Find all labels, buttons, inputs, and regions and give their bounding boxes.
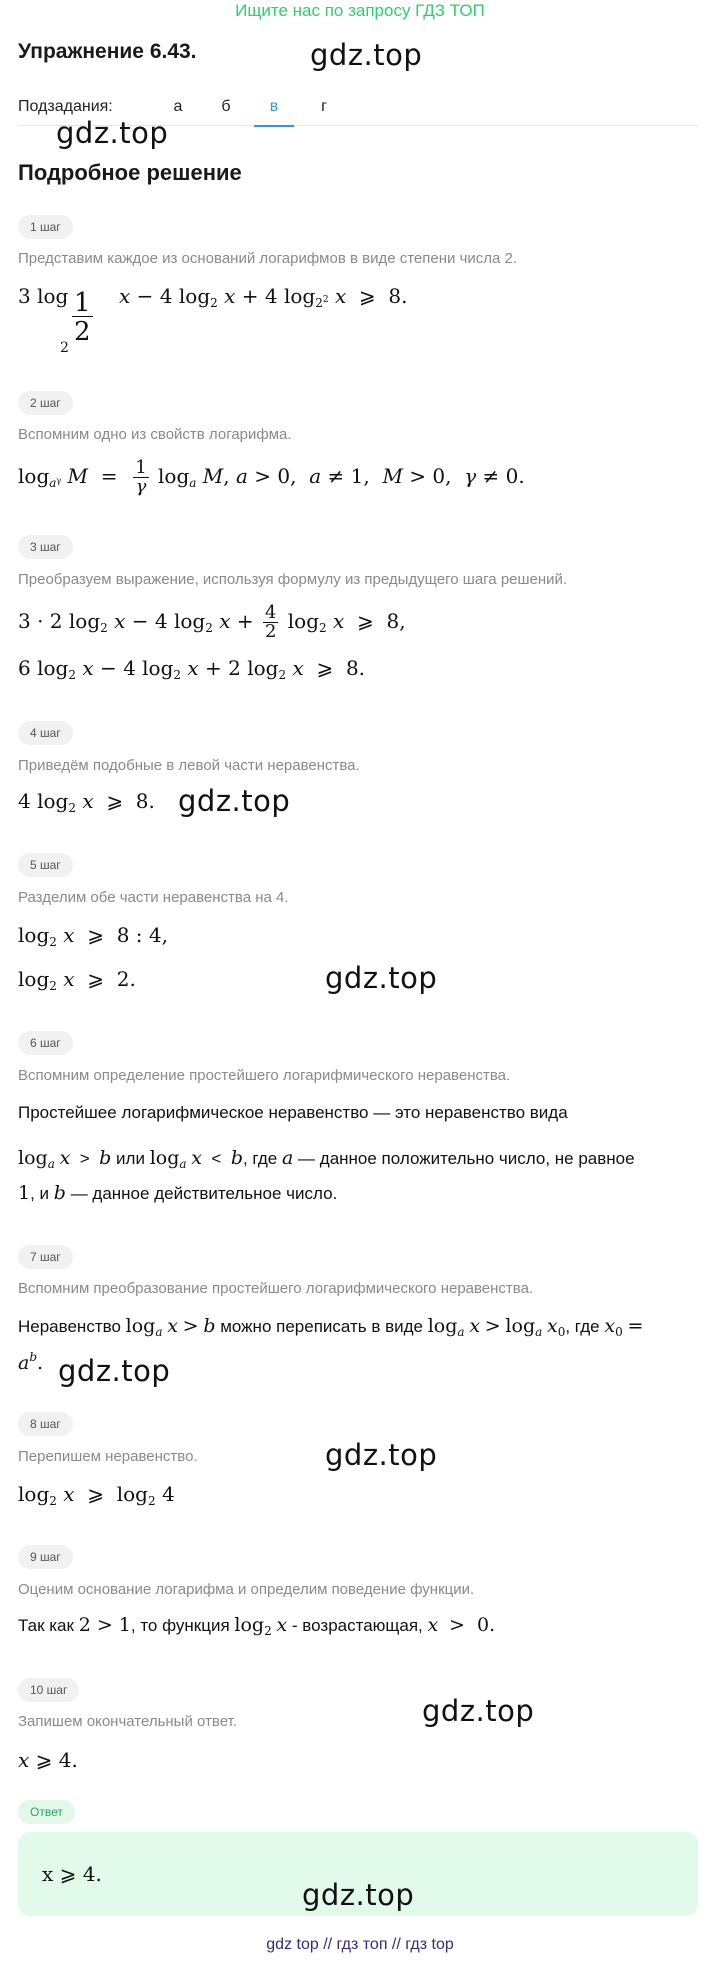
step1-base-sub: 2 <box>60 340 69 356</box>
step-note: Вспомним определение простейшего логарифмического неравенства. <box>18 1067 511 1084</box>
step8-formula: $\log_2 x$ ⩾ $\log_2 4$ <box>18 1482 175 1508</box>
step-note: Представим каждое из оснований логарифмов в виде степени числа 2. <box>18 250 518 267</box>
step7-text: Неравенство $\log_a x > b$ можно переписать в виде $\log_a x > \log_a x_0$, где $x_0$ = <box>18 1315 644 1339</box>
exercise-title: Упражнение 6.43. <box>18 40 197 63</box>
step-note: Перепишем неравенство. <box>18 1448 198 1465</box>
footer-links[interactable]: gdz top // гдз топ // гдз top <box>266 1936 454 1953</box>
watermark: gdz.top <box>56 116 169 150</box>
step-badge: 8 шаг <box>18 1412 73 1436</box>
step-badge: 7 шаг <box>18 1245 73 1269</box>
step-badge: 5 шаг <box>18 853 73 877</box>
watermark: gdz.top <box>422 1694 535 1728</box>
answer-value: x ⩾ 4. <box>42 1862 102 1886</box>
watermark: gdz.top <box>58 1354 171 1388</box>
step5-formula-2: $\log_2 x$ ⩾ 2. <box>18 967 136 993</box>
step6-definition-formula: $\log_a x > b$ или $\log_a x < b$, где a — данное положительно число, не равное <box>18 1147 635 1171</box>
step10-formula: x ⩾ 4. <box>18 1748 78 1772</box>
step1-base-frac: 1 2 <box>74 288 91 347</box>
step-note: Вспомним преобразование простейшего логарифмического неравенства. <box>18 1280 534 1297</box>
step1-formula: 3 log x − 4 $\log_2 x + 4$ $\log_{2^2} x$ ⩾ 8. <box>18 284 408 310</box>
step-note: Разделим обе части неравенства на 4. <box>18 889 289 906</box>
watermark: gdz.top <box>310 38 423 72</box>
step-badge: 10 шаг <box>18 1678 79 1702</box>
step-badge: 6 шаг <box>18 1031 73 1055</box>
step-note: Оценим основание логарифма и определим поведение функции. <box>18 1581 475 1598</box>
step5-formula-1: $\log_2 x$ ⩾ 8 : 4, <box>18 923 168 949</box>
step-badge: 1 шаг <box>18 215 73 239</box>
subtask-tab-b[interactable]: б <box>221 98 231 115</box>
watermark: gdz.top <box>325 961 438 995</box>
step-badge: 3 шаг <box>18 535 73 559</box>
step-note: Преобразуем выражение, используя формулу из предыдущего шага решений. <box>18 571 568 588</box>
step-badge: 4 шаг <box>18 721 73 745</box>
search-banner: Ищите нас по запросу ГДЗ ТОП <box>235 1 485 20</box>
step-badge: 2 шаг <box>18 391 73 415</box>
step-badge: 9 шаг <box>18 1545 73 1569</box>
step4-formula: 4 $\log_2 x$ ⩾ 8. <box>18 789 155 815</box>
step3-formula-1: 3 · 2 $\log_2 x - 4$ $\log_2 x$ + $\frac{4}{2}$ $\log_2 x$ ⩾ 8, <box>18 602 406 642</box>
watermark: gdz.top <box>325 1438 438 1472</box>
watermark: gdz.top <box>178 784 291 818</box>
subtasks-label: Подзадания: <box>18 98 113 115</box>
step9-text: Так как 2 > 1, то функция $\log_2 x$ - возрастающая, x > 0. <box>18 1614 496 1638</box>
step2-formula: $\log_{a^\gamma} M$ = $\frac{1}{\gamma}$ $\log_a M$, a > 0, a ≠ 1, M > 0, γ ≠ 0. <box>18 457 525 497</box>
answer-badge: Ответ <box>18 1800 75 1824</box>
subtask-tab-a[interactable]: а <box>173 98 183 115</box>
subtask-tab-v[interactable]: в <box>254 98 294 127</box>
step6-definition-tail: 1, и b — данное действительное число. <box>18 1182 338 1204</box>
step-note: Приведём подобные в левой части неравенства. <box>18 757 360 774</box>
step7-text-tail: $a^b$. <box>18 1350 44 1374</box>
section-title: Подробное решение <box>18 160 242 185</box>
step3-formula-2: 6 $\log_2 x - 4$ $\log_2 x + 2$ $\log_2 x$ ⩾ 8. <box>18 656 366 682</box>
watermark: gdz.top <box>302 1878 415 1912</box>
subtask-tab-g[interactable]: г <box>321 98 327 115</box>
step6-definition-text: Простейшее логарифмическое неравенство — это неравенство вида <box>18 1103 568 1122</box>
step-note: Вспомним одно из свойств логарифма. <box>18 426 292 443</box>
step-note: Запишем окончательный ответ. <box>18 1713 237 1730</box>
